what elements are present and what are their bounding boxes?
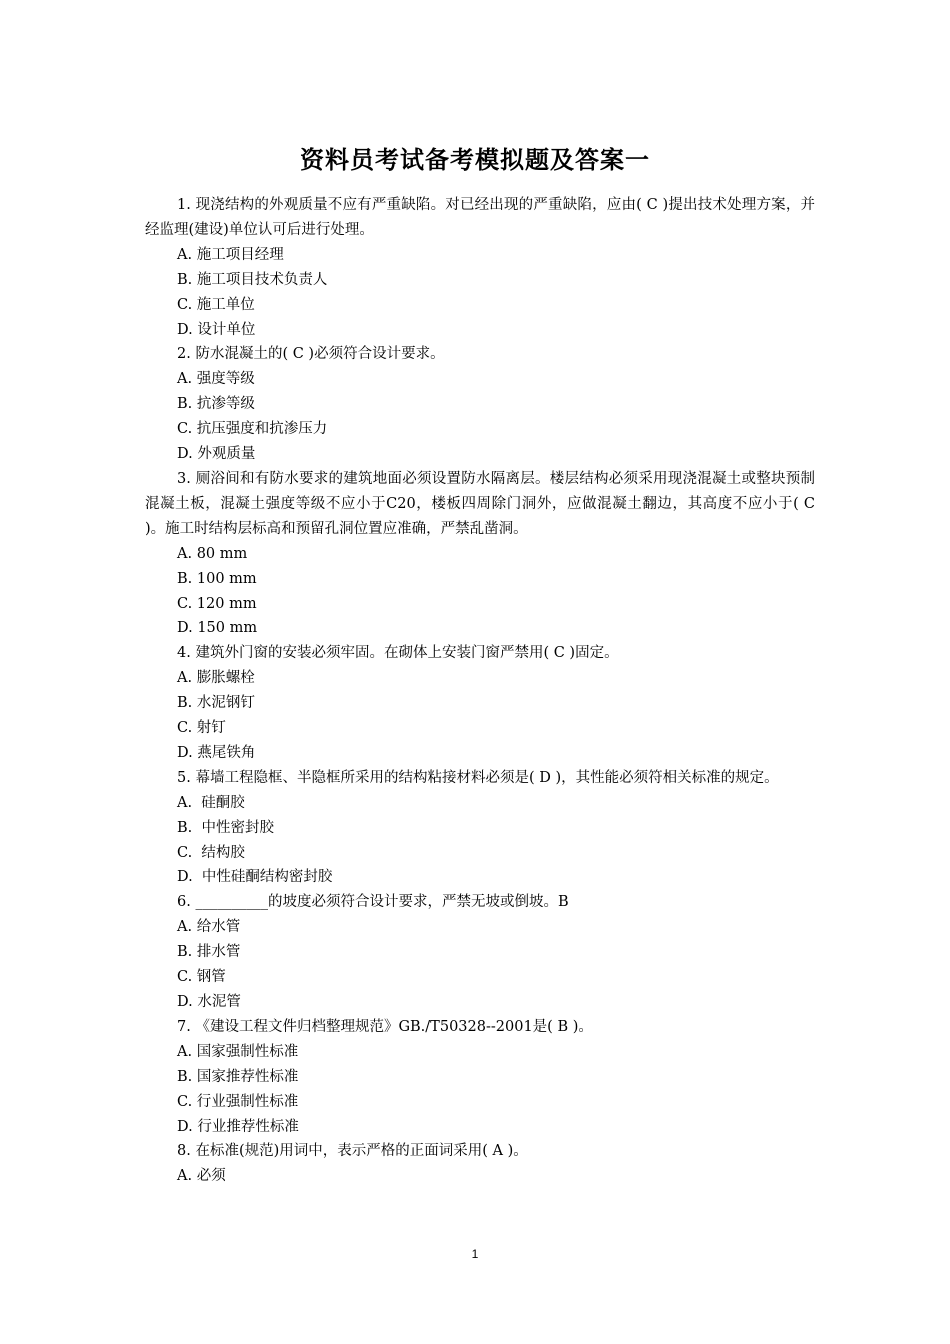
question-block xyxy=(145,467,815,641)
answer-option: A. 80 mm xyxy=(177,545,248,562)
question-text: 4. 建筑外门窗的安装必须牢固。在砌体上安装门窗严禁用( C )固定。 xyxy=(177,645,619,662)
answer-option: B. 中性密封胶 xyxy=(177,819,274,836)
document-body xyxy=(145,193,815,1189)
question-text: 6. __________的坡度必须符合设计要求，严禁无坡或倒坡。B xyxy=(177,894,569,911)
question-block xyxy=(145,1015,815,1140)
answer-option: A. 膨胀螺栓 xyxy=(177,670,255,687)
question-line: 其高度不应小于( C )。施工时结构层标高和预留孔洞位置应准确，严禁乱凿洞。 xyxy=(145,495,815,537)
question-block xyxy=(145,342,815,467)
answer-option: B. 国家推荐性标准 xyxy=(177,1068,299,1085)
answer-option: B. 排水管 xyxy=(177,944,241,961)
answer-option: B. 100 mm xyxy=(177,570,257,587)
answer-option: B. 施工项目技术负责人 xyxy=(177,271,328,288)
question-block xyxy=(145,766,815,891)
answer-option: D. 中性硅酮结构密封胶 xyxy=(177,869,333,886)
answer-option: C. 射钉 xyxy=(177,720,226,737)
answer-option: C. 结构胶 xyxy=(177,844,245,861)
answer-option: D. 外观质量 xyxy=(177,446,256,463)
answer-option: B. 抗渗等级 xyxy=(177,396,255,413)
answer-option: A. 必须 xyxy=(177,1168,226,1185)
question-block xyxy=(145,641,815,766)
question-line: 处理方案，并经监理(建设)单位认可后进行处理。 xyxy=(145,197,815,238)
answer-option: C. 钢管 xyxy=(177,969,226,986)
answer-option: D. 燕尾铁角 xyxy=(177,744,256,761)
answer-option: D. 行业推荐性标准 xyxy=(177,1118,299,1135)
answer-option: C. 施工单位 xyxy=(177,296,255,313)
question-text: 7. 《建设工程文件归档整理规范》GB./T50328--2001是( B )。 xyxy=(177,1018,593,1035)
question-line: 1. 现浇结构的外观质量不应有严重缺陷。对已经出现的严重缺陷，应由( C )提出技术 xyxy=(177,197,728,213)
answer-option: C. 抗压强度和抗渗压力 xyxy=(177,421,328,438)
answer-option: D. 设计单位 xyxy=(177,321,256,338)
answer-option: B. 水泥钢钉 xyxy=(177,695,255,712)
question-line: 的规定。 xyxy=(720,769,779,786)
question-text xyxy=(145,193,815,243)
question-text xyxy=(145,766,815,791)
question-block xyxy=(145,193,815,342)
answer-option: A. 强度等级 xyxy=(177,371,255,388)
question-block xyxy=(145,890,815,1015)
question-block xyxy=(145,1139,815,1189)
answer-option: D. 150 mm xyxy=(177,620,258,637)
answer-option: C. 行业强制性标准 xyxy=(177,1093,299,1110)
answer-option: A. 硅酮胶 xyxy=(177,794,245,811)
answer-option: A. 施工项目经理 xyxy=(177,246,284,263)
page-number: 1 xyxy=(471,1247,479,1261)
answer-option: A. 给水管 xyxy=(177,919,241,936)
question-text: 8. 在标准(规范)用词中，表示严格的正面词采用( A )。 xyxy=(177,1143,528,1160)
answer-option: A. 国家强制性标准 xyxy=(177,1043,299,1060)
question-line: 5. 幕墙工程隐框、半隐框所采用的结构粘接材料必须是( D )，其性能必须符相关标准 xyxy=(177,769,721,786)
question-text: 2. 防水混凝土的( C )必须符合设计要求。 xyxy=(177,346,445,363)
question-line: 土或整块预制混凝土板，混凝土强度等级不应小于C20，楼板四周除门洞外，应做混凝土翻边， xyxy=(145,470,815,512)
document-title: 资料员考试备考模拟题及答案一 xyxy=(300,146,650,174)
answer-option: D. 水泥管 xyxy=(177,994,241,1010)
question-line: 3. 厕浴间和有防水要求的建筑地面必须设置防水隔离层。楼层结构必须采用现浇混凝 xyxy=(177,470,727,487)
answer-option: C. 120 mm xyxy=(177,595,257,612)
question-text xyxy=(145,467,815,542)
